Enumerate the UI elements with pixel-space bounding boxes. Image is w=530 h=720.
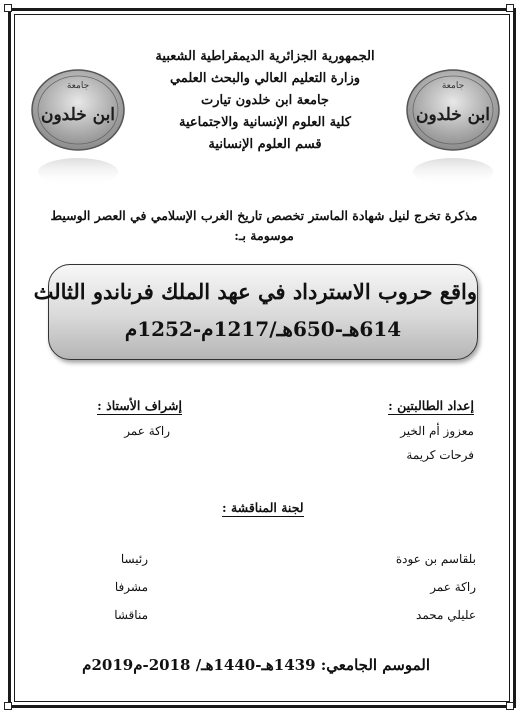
student-name: فرحات كريمة [406, 448, 474, 462]
academic-season: الموسم الجامعي: 1439هـ-1440هـ/ 2018-م2019م [82, 656, 430, 674]
logo-top-text: جامعة [441, 81, 465, 91]
thesis-title: واقع حروب الاسترداد في عهد الملك فرناندو الثالث [33, 279, 477, 304]
corner-ornament [506, 4, 514, 12]
committee-member-name: بلقاسم بن عودة [395, 552, 476, 566]
thesis-title-dates: 614هـ-650هـ/1217م-1252م [124, 317, 402, 341]
thesis-degree-line: مذكرة تخرج لنيل شهادة الماستر تخصص تاريخ الغرب الإسلامي في العصر الوسيط [50, 208, 478, 223]
corner-ornament [4, 702, 12, 710]
committee-member-role: مشرفا [114, 580, 148, 594]
university-logo-left [30, 58, 126, 188]
header-line-department: قسم العلوم الإنسانية [208, 137, 322, 152]
logo-top-text: جامعة [66, 81, 90, 91]
corner-ornament [506, 702, 514, 710]
thesis-description [34, 206, 494, 246]
university-logo-right [405, 58, 501, 188]
corner-ornament [4, 4, 12, 12]
committee-member-role: رئيسا [120, 552, 148, 566]
institution-header [130, 46, 400, 156]
thesis-title-box [33, 264, 478, 360]
header-line-ministry: وزارة التعليم العالي والبحث العلمي [169, 71, 361, 86]
student-name: معزوز أم الخير [400, 424, 474, 438]
committee-member-name: عليلي محمد [416, 608, 476, 622]
header-line-faculty: كلية العلوم الإنسانية والاجتماعية [179, 115, 351, 130]
students-label: إعداد الطالبتين : [388, 398, 474, 413]
logo-main-text: ابن خلدون [40, 105, 116, 125]
supervisor-label: إشراف الأستاذ : [97, 398, 182, 413]
committee-member-role: مناقشا [114, 608, 148, 622]
committee-label: لجنة المناقشة : [222, 500, 304, 515]
header-line-republic: الجمهورية الجزائرية الديمقراطية الشعبية [155, 49, 375, 64]
supervisor-name: راكة عمر [124, 424, 170, 438]
logo-main-text: ابن خلدون [415, 105, 491, 125]
header-line-university: جامعة ابن خلدون تيارت [201, 93, 329, 108]
thesis-titled-line: موسومة بـ: [234, 228, 294, 243]
committee-member-name: راكة عمر [430, 580, 476, 594]
